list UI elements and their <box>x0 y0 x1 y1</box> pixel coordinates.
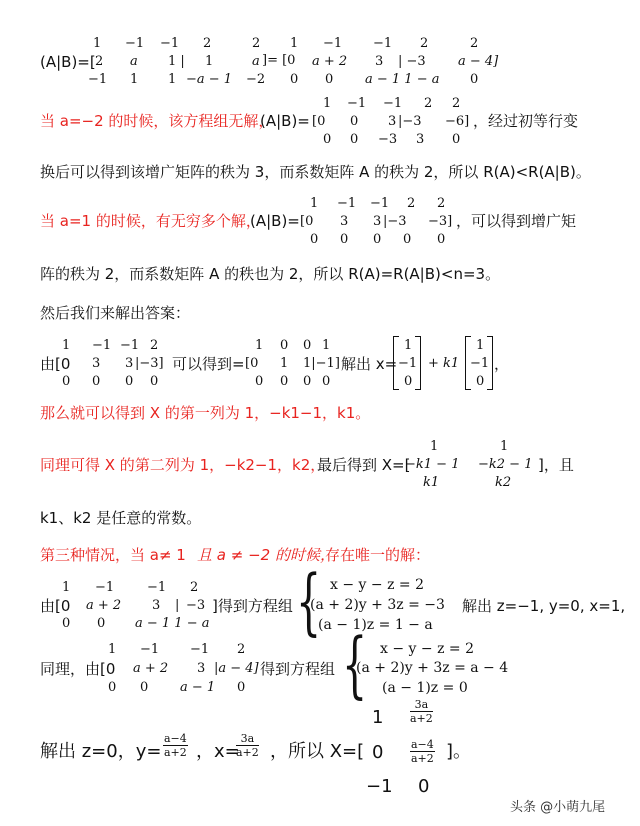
sy2-r3-c3: a − 1 <box>180 680 216 695</box>
c1-r3-c4: 3 <box>416 132 425 147</box>
final-text3: ，所以 X=[ <box>270 741 365 762</box>
b1-r2-c5: a <box>252 54 260 69</box>
case2-line2: 阵的秩为 2，而系数矩阵 A 的秩也为 2，所以 R(A)=R(A|B)<n=3。 <box>40 265 501 283</box>
sy2-r1-c4: 2 <box>237 642 246 657</box>
c2-r3-c4: 0 <box>403 232 412 247</box>
sy2-r2-c3: |a − 4] <box>214 661 259 676</box>
c2-r3-c5: 0 <box>437 232 446 247</box>
c2-r2-c1: 3 <box>340 214 349 229</box>
vec1-3: 0 <box>404 374 413 389</box>
final-y-fraction <box>163 732 188 759</box>
b1-r1-c4: 2 <box>203 36 212 51</box>
second-col-black: 最后得到 X=[ <box>317 456 411 474</box>
b1-r3-c5: −2 <box>246 72 266 87</box>
case2-after: ，可以得到增广矩 <box>456 212 577 230</box>
b1-r3-c9: 0 <box>470 72 479 87</box>
x-c2-2: −k2 − 1 <box>478 457 533 472</box>
final-x-fraction <box>236 732 259 759</box>
sys2-brace-icon: { <box>342 622 368 706</box>
b1-r1-c6: 1 <box>290 36 299 51</box>
b1-r1-c5: 2 <box>252 36 261 51</box>
b1-r2b-c3: | −3 <box>398 54 426 69</box>
b1-r1-c10: 2 <box>470 36 479 51</box>
b1-r2b-c2: 3 <box>375 54 384 69</box>
s-m2r3-c1: 0 <box>255 374 264 389</box>
sy1-r1-c4: 2 <box>190 580 199 595</box>
vec2-2: −1 <box>470 356 490 371</box>
final-text1: 解出 z=0，y= <box>40 741 162 762</box>
then-heading: 然后我们来解出答案： <box>40 304 191 322</box>
c1-r3-c1: 0 <box>323 132 332 147</box>
s-m2r1-c2: 0 <box>280 338 289 353</box>
second-col-close: ]，且 <box>538 456 574 474</box>
s-m2r2-c2: 1 <box>280 356 289 371</box>
s-m2r1-c1: 1 <box>255 338 264 353</box>
b1-r1-c2: −1 <box>125 36 145 51</box>
final-x-den: a+2 <box>236 746 259 759</box>
fx-c1-3: −1 <box>366 776 393 797</box>
sy1-eq1: x − y − z = 2 <box>330 577 424 593</box>
c1-r1-c1: 1 <box>323 96 332 111</box>
final-y-den: a+2 <box>164 746 187 759</box>
s-plus: + k1 <box>428 356 460 371</box>
sy2-r2-c1: a + 2 <box>133 661 169 676</box>
b1-r3-c1: −1 <box>88 72 108 87</box>
b1-r1-c8: −1 <box>373 36 393 51</box>
s-m1r3-c3: 0 <box>125 374 134 389</box>
s-tail: ， <box>494 355 510 373</box>
s-m2r1-c3: 0 <box>303 338 312 353</box>
sy2-r1-c2: −1 <box>140 642 160 657</box>
c1-r1-c2: −1 <box>347 96 367 111</box>
c1-r1-c3: −1 <box>383 96 403 111</box>
b1-r3-c4: −a − 1 <box>186 72 233 87</box>
final-y-num: a−4 <box>164 732 187 745</box>
c1-r2-c4: −6] <box>445 114 470 129</box>
sy1-get: ]得到方程组 <box>212 597 293 615</box>
sy1-sol: 解出 z=−1, y=0, x=1, <box>462 597 626 615</box>
vec2-right-bracket <box>487 336 493 390</box>
fx-c2-2-num: a−4 <box>411 738 434 751</box>
final-x-num: 3a <box>236 732 259 746</box>
fx-c2-1-den: a+2 <box>410 712 433 725</box>
b1-r3-c8: a − 1 1 − a <box>365 72 440 87</box>
sy1-eq3: (a − 1)z = 1 − a <box>318 617 433 633</box>
vec1-1: 1 <box>404 338 413 353</box>
c2-r3-c2: 0 <box>340 232 349 247</box>
c1-r2-c2: 3 <box>388 114 397 129</box>
sy1-you: 由[0 <box>40 597 71 615</box>
case2-red-text: 当 a=1 的时候，有无穷多个解， <box>40 212 261 230</box>
sy1-r2-c1: a + 2 <box>86 598 122 613</box>
vec2-1: 1 <box>476 338 485 353</box>
s-m2r3-c4: 0 <box>322 374 331 389</box>
sy1-r1-c3: −1 <box>147 580 167 595</box>
b1-r2-c3: 1 | <box>168 54 185 69</box>
s-m1r3-c4: 0 <box>150 374 159 389</box>
sy2-you: 同理，由[0 <box>40 660 116 678</box>
b1-lhs: (A|B)=[ <box>40 53 96 71</box>
sy2-eq3: (a − 1)z = 0 <box>382 680 468 696</box>
final-close: ]。 <box>446 741 472 762</box>
c1-r2-c3: |−3 <box>398 114 422 129</box>
x-c1-3: k1 <box>423 475 440 490</box>
sy1-r2-c4: −3 <box>186 598 206 613</box>
s-m1r1-c2: −1 <box>92 338 112 353</box>
c2-r1-c2: −1 <box>337 196 357 211</box>
sy1-eq2: (a + 2)y + 3z = −3 <box>310 597 445 613</box>
c2-r2-c2: 3 <box>373 214 382 229</box>
b1-r1-c1: 1 <box>93 36 102 51</box>
x-c2-1: 1 <box>500 439 509 454</box>
b1-r1-c7: −1 <box>323 36 343 51</box>
c1-r1-c4: 2 <box>424 96 433 111</box>
sys1-brace-icon: { <box>296 559 322 643</box>
b1-r2b-c4: a − 4] <box>458 54 499 69</box>
c2-open: [0 <box>300 214 314 229</box>
s-you: 由[0 <box>40 355 71 373</box>
vec1-right-bracket <box>415 336 421 390</box>
fx-c2-1-fraction <box>410 698 433 725</box>
c2-r2-c4: −3] <box>428 214 453 229</box>
case3-red2: 且 a ≠ −2 的时候， <box>197 546 335 564</box>
s-m1r1-c3: −1 <box>120 338 140 353</box>
case3-red3: 存在唯一的解： <box>325 546 431 564</box>
sy1-r1-c2: −1 <box>95 580 115 595</box>
sy2-eq2: (a + 2)y + 3z = a − 4 <box>356 660 509 676</box>
watermark: 头条 @小萌九尾 <box>510 800 606 815</box>
b1-r2b-c1: a + 2 <box>312 54 348 69</box>
c2-r1-c5: 2 <box>437 196 446 211</box>
second-col-red: 同理可得 X 的第二列为 1，−k2−1，k2， <box>40 456 326 474</box>
b1-r2-c2: a <box>130 54 138 69</box>
c2-r1-c3: −1 <box>370 196 390 211</box>
final-text2: ，x= <box>196 741 240 762</box>
c2-r1-c4: 2 <box>407 196 416 211</box>
sy1-r3-c3: a − 1 1 − a <box>135 616 210 631</box>
fx-c1-1: 1 <box>372 707 384 728</box>
sy2-r1-c1: 1 <box>108 642 117 657</box>
s-m1r2-c2: 3 <box>125 356 134 371</box>
case1-line2: 换后可以得到该增广矩阵的秩为 3，而系数矩阵 A 的秩为 2，所以 R(A)<R(A|B)。 <box>40 163 591 181</box>
s-m1r3-c1: 0 <box>62 374 71 389</box>
s-m2r1-c4: 1 <box>322 338 331 353</box>
case1-after: ，经过初等行变 <box>473 112 579 130</box>
x-c1-2: −k1 − 1 <box>405 457 460 472</box>
b1-r1-c3: −1 <box>160 36 180 51</box>
s-m2r2-c3: 1|−1] <box>303 356 340 371</box>
b1-mid: ]= [0 <box>262 53 296 68</box>
s-m2r3-c3: 0 <box>303 374 312 389</box>
b1-r3-c2: 1 <box>130 72 139 87</box>
c1-r1-c5: 2 <box>452 96 461 111</box>
first-column-text: 那么就可以得到 X 的第一列为 1，−k1−1，k1。 <box>40 404 371 422</box>
s-sol: 解出 x= <box>341 355 398 373</box>
case3-red1: 第三种情况，当 a≠ 1 <box>40 546 191 564</box>
s-m2r3-c2: 0 <box>280 374 289 389</box>
s-m1r2-c3: |−3] <box>135 356 164 371</box>
sy1-r1-c1: 1 <box>62 580 71 595</box>
vec1-2: −1 <box>398 356 418 371</box>
c1-open: [0 <box>312 114 326 129</box>
vec2-3: 0 <box>476 374 485 389</box>
s-m1r3-c2: 0 <box>92 374 101 389</box>
sy1-r2-c2: 3 <box>152 598 161 613</box>
s-m1r2-c1: 3 <box>92 356 101 371</box>
b1-r2-c1: 2 <box>95 54 104 69</box>
case1-lhs: (A|B)= <box>260 112 310 130</box>
sy2-get: 得到方程组 <box>260 660 336 678</box>
c1-r3-c2: 0 <box>350 132 359 147</box>
case2-lhs: (A|B)= <box>250 212 300 230</box>
sy1-r3-c1: 0 <box>62 616 71 631</box>
sy2-eq1: x − y − z = 2 <box>380 641 474 657</box>
c2-r2-c3: |−3 <box>383 214 407 229</box>
s-m2r2-c1: [0 <box>245 356 259 371</box>
b1-r2-c4: 1 <box>205 54 214 69</box>
c1-r2-c1: 0 <box>350 114 359 129</box>
c2-r1-c1: 1 <box>310 196 319 211</box>
sy1-r3-c2: 0 <box>97 616 106 631</box>
s-m1r1-c4: 2 <box>150 338 159 353</box>
fx-c2-1-num: 3a <box>410 698 433 712</box>
fx-c2-3: 0 <box>418 776 430 797</box>
sy2-r1-c3: −1 <box>190 642 210 657</box>
c1-r3-c3: −3 <box>378 132 398 147</box>
sy2-r3-c2: 0 <box>140 680 149 695</box>
b1-r3-c6: 0 <box>290 72 299 87</box>
case1-red-text: 当 a=−2 的时候，该方程组无解， <box>40 112 274 130</box>
fx-c2-2-fraction <box>410 738 435 765</box>
s-m1r1-c1: 1 <box>62 338 71 353</box>
sy2-r3-c4: 0 <box>237 680 246 695</box>
x-c1-1: 1 <box>430 439 439 454</box>
sy2-r2-c2: 3 <box>197 661 206 676</box>
b1-r3-c7: 0 <box>325 72 334 87</box>
c1-r3-c5: 0 <box>452 132 461 147</box>
b1-r1-c9: 2 <box>420 36 429 51</box>
second-col-line2: k1、k2 是任意的常数。 <box>40 509 202 527</box>
sy2-r3-c1: 0 <box>108 680 117 695</box>
x-c2-3: k2 <box>495 475 512 490</box>
b1-r3-c3: 1 <box>168 72 177 87</box>
fx-c2-2-den: a+2 <box>411 752 434 765</box>
sy1-r2-c3: | <box>175 598 180 613</box>
c2-r3-c3: 0 <box>373 232 382 247</box>
fx-c1-2: 0 <box>372 742 384 763</box>
s-get: 可以得到= <box>172 355 245 373</box>
c2-r3-c1: 0 <box>310 232 319 247</box>
